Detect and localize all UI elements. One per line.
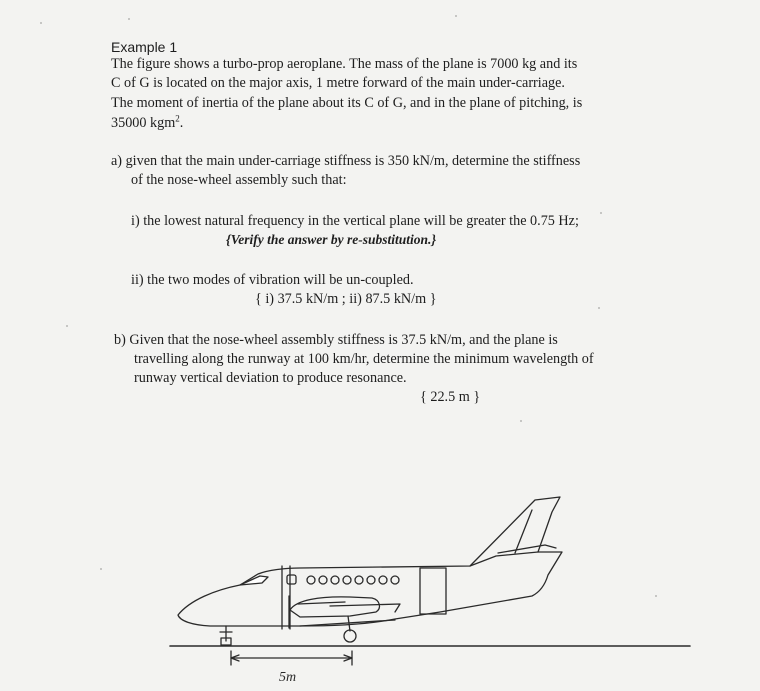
- part-a-item-i: i) the lowest natural frequency in the vertical plane will be greater the 0.75 Hz;: [131, 213, 579, 229]
- cabin-window: [307, 576, 315, 584]
- dimension-line: [231, 651, 352, 665]
- cabin-window: [355, 576, 363, 584]
- part-b-line: runway vertical deviation to produce resonance.: [134, 370, 407, 386]
- part-a-item-i-note: {Verify the answer by re-substitution.}: [226, 232, 437, 247]
- wing: [330, 604, 400, 612]
- cabin-window: [379, 576, 387, 584]
- part-a-item-ii: ii) the two modes of vibration will be un-coupled.: [131, 272, 414, 288]
- part-b-line: b) Given that the nose-wheel assembly stiffness is 37.5 kN/m, and the plane is: [114, 332, 558, 348]
- intro-line: The moment of inertia of the plane about its C of G, and in the plane of pitching, is: [111, 95, 583, 111]
- part-b-answer: { 22.5 m }: [420, 389, 481, 405]
- cabin-window: [391, 576, 399, 584]
- engine-intake: [298, 602, 345, 604]
- intro-line: The figure shows a turbo-prop aeroplane. The mass of the plane is 7000 kg and its: [111, 56, 578, 72]
- dimension-label: 5m: [279, 670, 297, 685]
- cabin-window: [287, 575, 296, 584]
- engine-nacelle: [290, 597, 379, 617]
- moment-value: 35000 kgm: [111, 115, 176, 131]
- part-b-line: travelling along the runway at 100 km/hr, determine the minimum wavelength of: [134, 351, 594, 367]
- cabin-window: [343, 576, 351, 584]
- moment-unit-exponent: 2: [175, 113, 180, 124]
- cockpit-window: [240, 576, 268, 585]
- cabin-door: [420, 568, 446, 614]
- intro-period: .: [179, 115, 184, 131]
- tail-fin-leading-edge: [515, 510, 532, 553]
- main-wheel: [344, 630, 356, 642]
- part-a-line: a) given that the main under-carriage stiffness is 350 kN/m, determine the stiffness: [111, 153, 581, 169]
- intro-line: C of G is located on the major axis, 1 metre forward of the main under-carriage.: [111, 75, 565, 91]
- part-a-answer: { i) 37.5 kN/m ; ii) 87.5 kN/m }: [255, 291, 437, 307]
- nose-gear: [220, 626, 232, 641]
- part-a-line: of the nose-wheel assembly such that:: [131, 172, 347, 188]
- cabin-window: [319, 576, 327, 584]
- tail-fin: [470, 497, 560, 566]
- cabin-window: [331, 576, 339, 584]
- example-heading: Example 1: [111, 39, 178, 55]
- fuselage-outline: [178, 552, 562, 626]
- cabin-window: [367, 576, 375, 584]
